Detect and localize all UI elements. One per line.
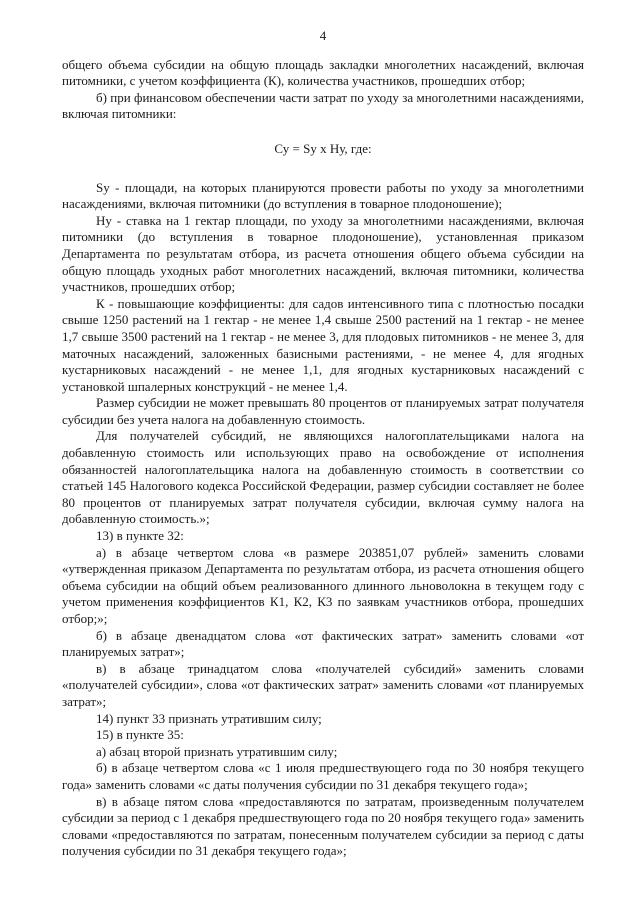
paragraph-item-13: 13) в пункте 32: xyxy=(96,528,184,544)
paragraph-k-coefficients: К - повышающие коэффициенты: для садов интенсивного типа с плотностью посадки свыше 1250 растений на 1 гектар - не менее 1,4 свыше 2500 растений на 1 гектар - не менее 1,7 свыше 3500 растений на 1 гектар - не менее 3, для плодовых питомников - не менее 3, для маточных насаждений, заложенных базисными растениями, - не менее 4, для ягодных кустарниковых насаждений - не менее 1,1, для ягодных кустарниковых насаждений с установкой шпалерных конструкций - не менее 1,4. xyxy=(62,295,584,394)
page-number: 4 xyxy=(319,28,327,43)
paragraph-13v: в) в абзаце тринадцатом слова «получателей субсидий» заменить словами «получателей субсидии», слова «от фактических затрат» заменить словами «от планируемых затрат»; xyxy=(62,660,584,709)
paragraph-sy-definition: Sу - площади, на которых планируются провести работы по уходу за многолетними насаждениями, включая питомники (до вступления в товарное плодоношение); xyxy=(62,179,584,212)
paragraph-subsidy-limit: Размер субсидии не может превышать 80 процентов от планируемых затрат получателя субсидии без учета налога на добавленную стоимость. xyxy=(62,395,584,427)
paragraph-15v: в) в абзаце пятом слова «предоставляются по затратам, произведенным получателем субсидии за период с 1 декабря предшествующего года по 20 ноября текущего года» заменить словами «предоставляются по затратам, понесенным получателем субсидии за период с даты получения субсидии по 31 декабря текущего года»; xyxy=(62,793,585,859)
paragraph-15b: б) в абзаце четвертом слова «с 1 июля предшествующего года по 30 ноября текущего года» заменить словами «с даты получения субсидии по 31 декабря текущего года»; xyxy=(62,760,584,792)
paragraph-continuation: общего объема субсидии на общую площадь закладки многолетних насаждений, включая питомники, с учетом коэффициента (К), количества участников, прошедших отбор; xyxy=(62,56,584,89)
paragraph-13b: б) в абзаце двенадцатом слова «от фактических затрат» заменить словами «от планируемых затрат»; xyxy=(62,627,584,660)
paragraph-13a: а) в абзаце четвертом слова «в размере 203851,07 рублей» заменить словами «утвержденная приказом Департамента по результатам отбора, из расчета отношения общего объема субсидии на общий объем реализованного длинного льноволокна в текущем году с учетом применения коэффициентов К1, К2, К3 по заявкам участников отбора, прошедших отбор;»; xyxy=(62,544,584,626)
paragraph-vat-exempt: Для получателей субсидий, не являющихся налогоплательщиками налога на добавленную стоимость или использующих право на освобождение от исполнения обязанностей налогоплательщика налога на добавленную стоимость в соответствии со статьей 145 Налогового кодекса Российской Федерации, размер субсидии составляет не более 80 процентов от планируемых затрат получателя субсидии, включая сумму налога на добавленную стоимость.»; xyxy=(62,428,584,527)
paragraph-b-maintenance: б) при финансовом обеспечении части затрат по уходу за многолетними насаждениями, включая питомники: xyxy=(62,89,584,122)
paragraph-15a: а) абзац второй признать утратившим силу; xyxy=(96,743,338,759)
paragraph-hy-definition: Hу - ставка на 1 гектар площади, по уходу за многолетними насаждениями, включая питомники (до вступления в товарное плодоношение), установленная приказом Департамента по результатам отбора, из расчета отношения общего объема субсидии на общую площадь уходных работ многолетних насаждений, включая питомники, количества участников, прошедших отбор; xyxy=(62,212,584,295)
paragraph-item-14: 14) пункт 33 признать утратившим силу; xyxy=(96,710,322,726)
paragraph-item-15: 15) в пункте 35: xyxy=(96,727,184,743)
formula: Су = Sу х Hу, где: xyxy=(274,140,372,156)
